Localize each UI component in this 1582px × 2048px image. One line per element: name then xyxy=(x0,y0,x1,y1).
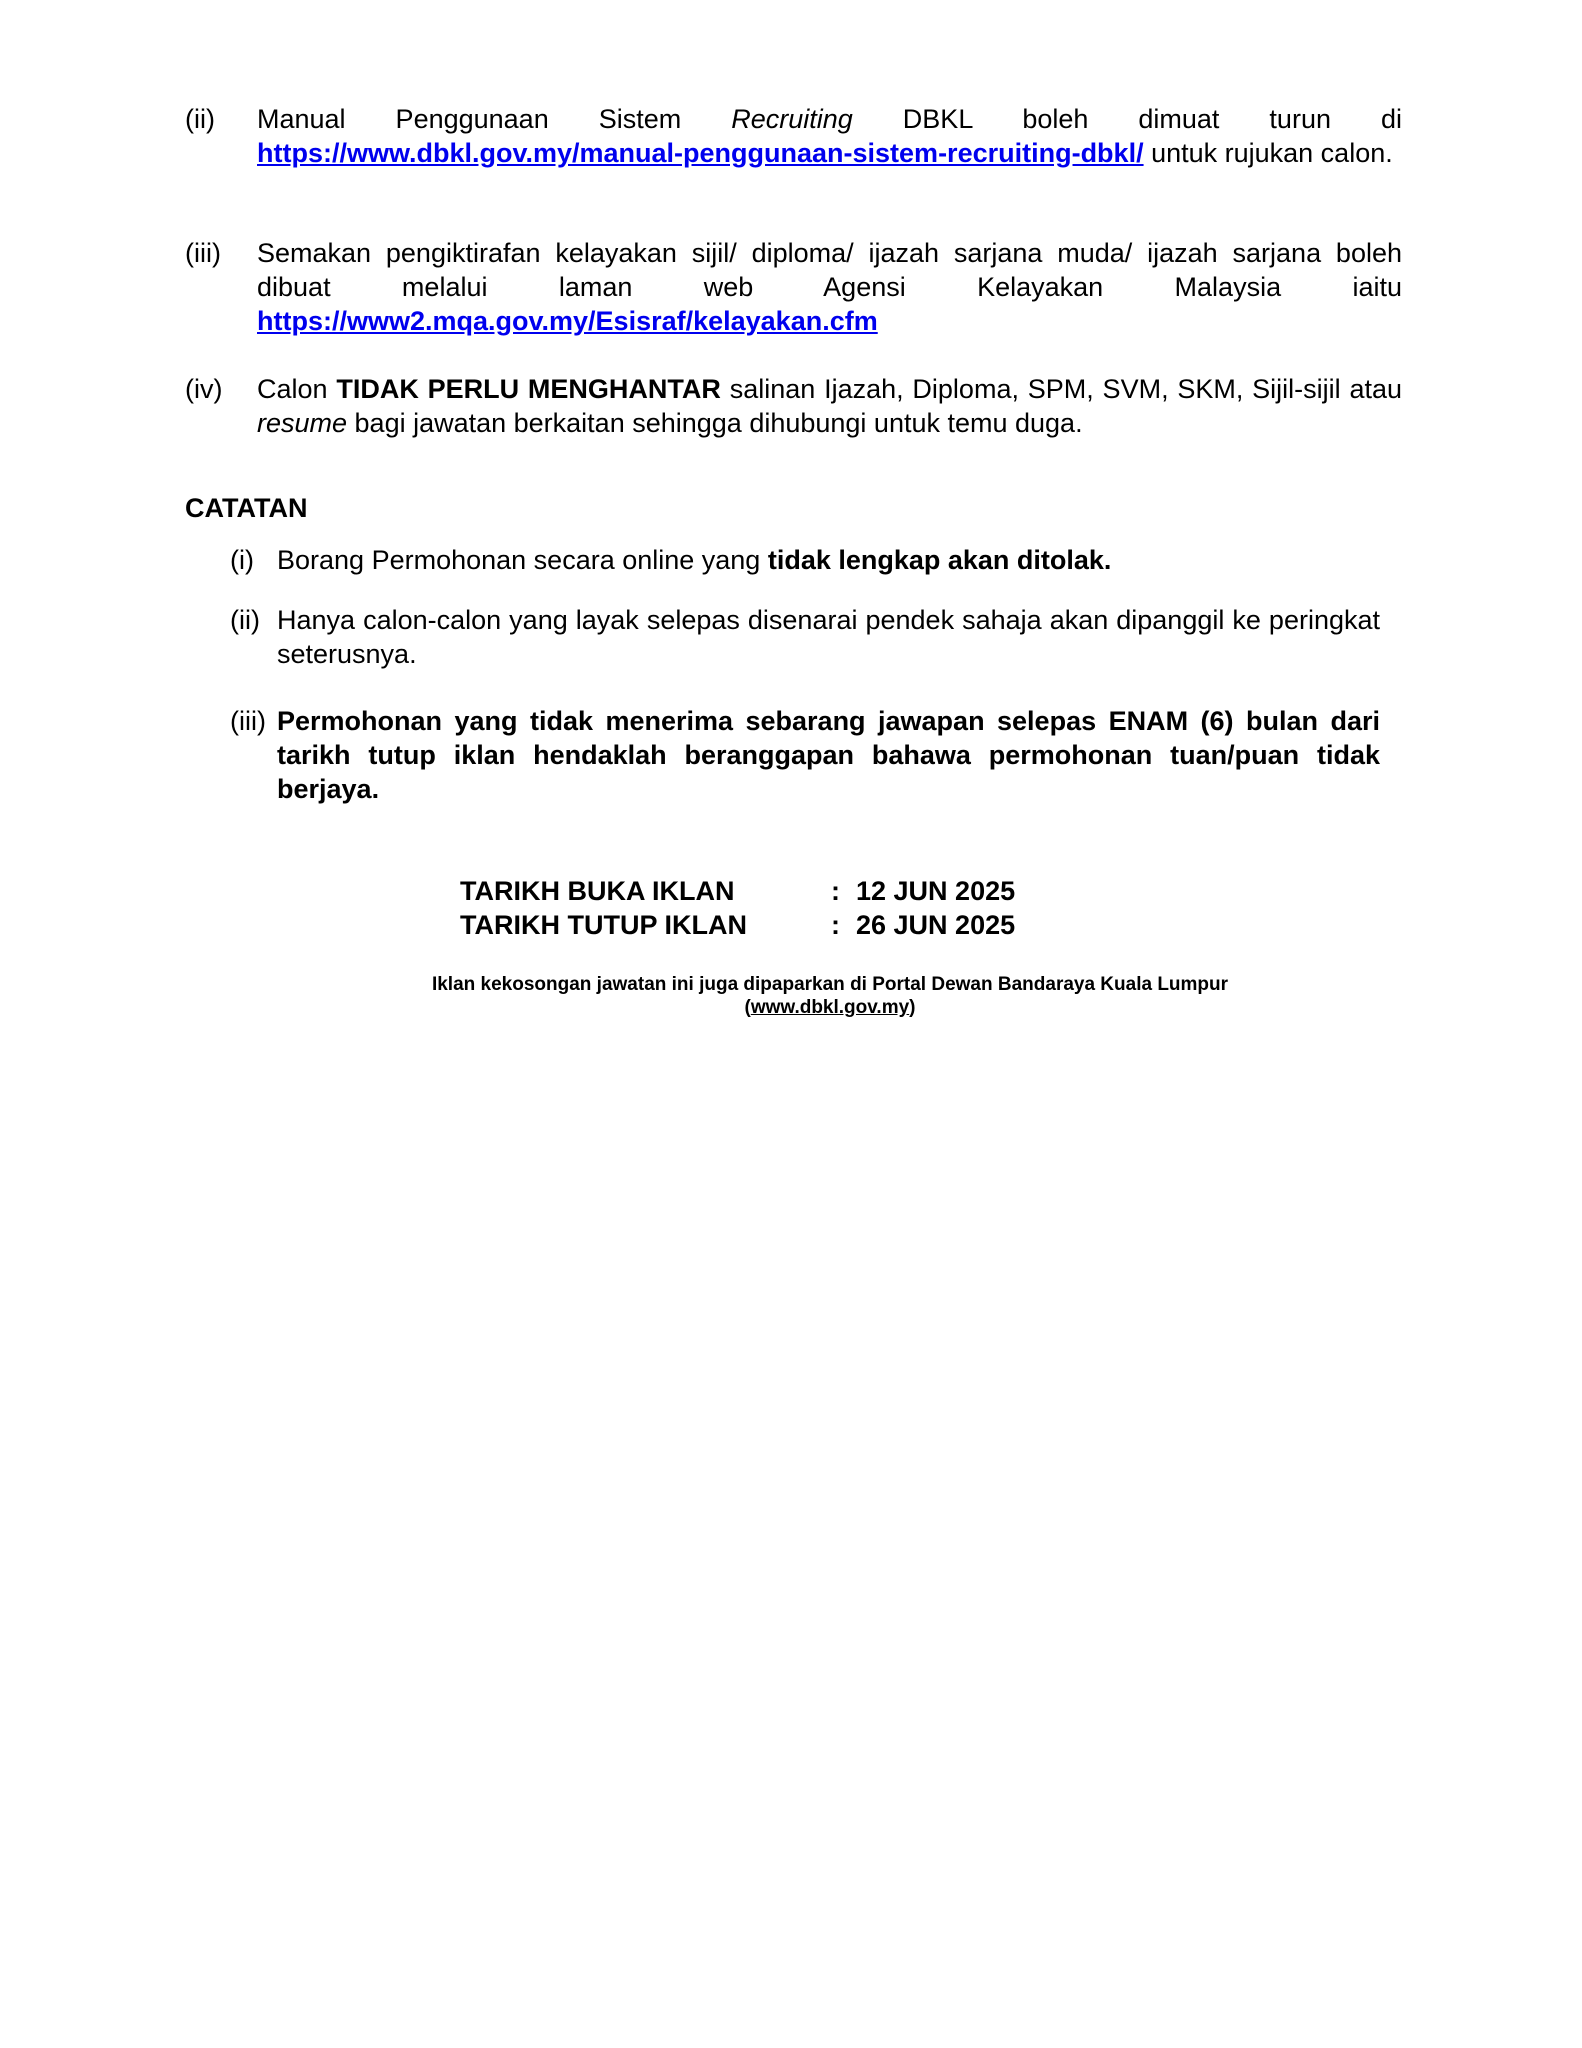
text: Manual Penggunaan Sistem xyxy=(257,104,732,134)
date-value: 12 JUN 2025 xyxy=(856,876,1016,906)
date-key: TARIKH BUKA IKLAN xyxy=(460,876,735,906)
item-label: (iii) xyxy=(185,238,221,268)
date-value: 26 JUN 2025 xyxy=(856,910,1016,940)
footer-line: Iklan kekosongan jawatan ini juga dipaparkan di Portal Dewan Bandaraya Kuala Lumpur xyxy=(431,974,1229,995)
manual-link[interactable]: https://www.dbkl.gov.my/manual-penggunaan-sistem-recruiting-dbkl/ xyxy=(257,138,1144,168)
date-sep: : xyxy=(831,910,840,940)
note-label: (iii) xyxy=(230,706,266,736)
text-italic: Recruiting xyxy=(731,104,853,134)
text: salinan Ijazah, Diploma, SPM, SVM, SKM, Sijil-sijil atau xyxy=(720,374,1403,404)
catatan-heading: CATATAN xyxy=(185,493,308,523)
item-text xyxy=(257,236,1402,338)
note-text xyxy=(277,543,1380,577)
note-text: Permohonan yang tidak menerima sebarang jawapan selepas ENAM (6) bulan dari tarikh tutup iklan hendaklah beranggapan bahawa permohonan tuan/puan tidak berjaya. xyxy=(277,706,1380,804)
item-label: (ii) xyxy=(185,104,215,134)
text: ( xyxy=(744,997,751,1018)
open-date-row xyxy=(460,874,1015,908)
date-sep: : xyxy=(831,876,840,906)
item-label: (iv) xyxy=(185,374,223,404)
note-text: Hanya calon-calon yang layak selepas disenarai pendek sahaja akan dipanggil ke peringkat seterusnya. xyxy=(277,605,1380,669)
footer-note xyxy=(330,973,1330,1019)
text-bold: TIDAK PERLU MENGHANTAR xyxy=(336,374,721,404)
item-text xyxy=(257,372,1402,440)
text: untuk rujukan calon. xyxy=(1143,138,1393,168)
item-text xyxy=(257,102,1402,170)
advert-dates xyxy=(460,874,1015,942)
text: Borang Permohonan secara online yang xyxy=(277,545,768,575)
mqa-link[interactable]: https://www2.mqa.gov.my/Esisraf/kelayakan.cfm xyxy=(257,306,878,336)
note-label: (ii) xyxy=(230,605,260,635)
note-label: (i) xyxy=(230,545,254,575)
text: DBKL boleh dimuat turun di xyxy=(852,104,1402,134)
date-key: TARIKH TUTUP IKLAN xyxy=(460,910,747,940)
close-date-row xyxy=(460,908,1015,942)
text: Semakan pengiktirafan kelayakan sijil/ diploma/ ijazah sarjana muda/ ijazah sarjana boleh dibuat melalui laman web Agensi Kelayakan Malaysia iaitu xyxy=(257,238,1402,302)
text: Calon xyxy=(257,374,337,404)
text: bagi jawatan berkaitan sehingga dihubungi untuk temu duga. xyxy=(347,408,1083,438)
dbkl-link[interactable]: www.dbkl.gov.my xyxy=(750,997,910,1018)
text-bold: tidak lengkap akan ditolak. xyxy=(767,545,1112,575)
text-italic: resume xyxy=(257,408,348,438)
footer-link-line xyxy=(330,996,1330,1019)
text: ) xyxy=(909,997,916,1018)
